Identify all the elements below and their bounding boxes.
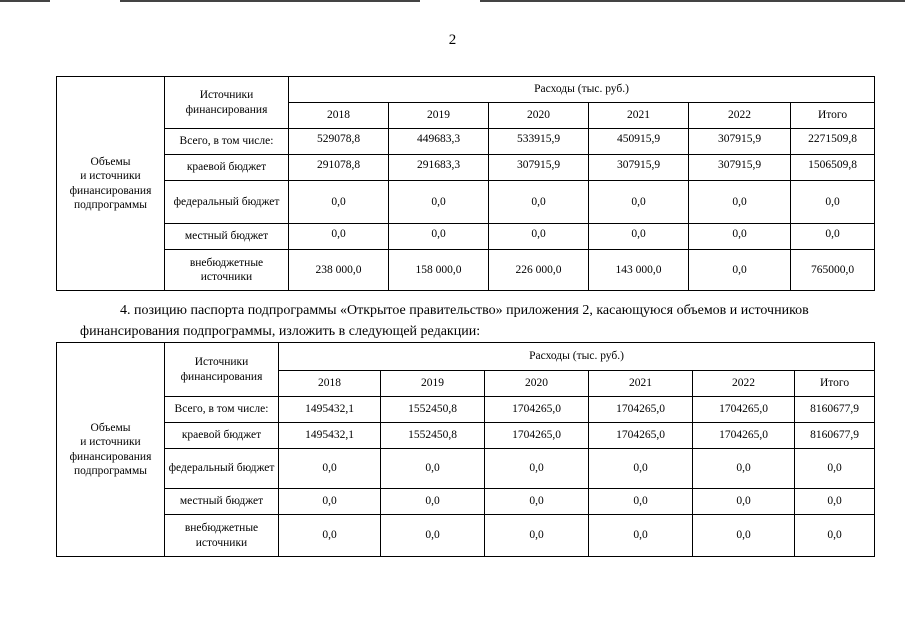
table-cell: 0,0 (279, 489, 381, 515)
table-cell: 1495432,1 (279, 397, 381, 423)
table-cell: 2271509,8 (791, 129, 875, 155)
year-header: 2019 (381, 371, 485, 397)
scan-edge-left (0, 0, 50, 2)
source-label: федеральный бюджет (165, 449, 279, 489)
source-label: внебюджетные источники (165, 515, 279, 557)
table-row (57, 129, 875, 155)
table-cell: 533915,9 (489, 129, 589, 155)
year-header: 2020 (489, 103, 589, 129)
total-header: Итого (795, 371, 875, 397)
table-cell: 0,0 (389, 224, 489, 250)
table-row (57, 515, 875, 557)
table-cell: 0,0 (489, 181, 589, 224)
total-header: Итого (791, 103, 875, 129)
table-cell: 0,0 (689, 224, 791, 250)
table-cell: 8160677,9 (795, 423, 875, 449)
table-cell: 1495432,1 (279, 423, 381, 449)
expenses-header: Расходы (тыс. руб.) (289, 77, 875, 103)
row-label: Объемы и источники финансирования подпрограммы (57, 343, 165, 557)
table-cell: 307915,9 (689, 155, 791, 181)
row-label: Объемы и источники финансирования подпрограммы (57, 77, 165, 291)
table-cell: 0,0 (791, 224, 875, 250)
source-label: внебюджетные источники (165, 250, 289, 291)
table-cell: 0,0 (589, 515, 693, 557)
table-cell: 0,0 (589, 489, 693, 515)
table-cell: 1704265,0 (589, 397, 693, 423)
page-number: 2 (448, 32, 457, 48)
scan-edge-right (480, 0, 905, 2)
table-cell: 450915,9 (589, 129, 689, 155)
paragraph-text: 4. позицию паспорта подпрограммы «Открытое правительство» приложения 2, касающуюся объемов и источников финансирования подпрограммы, изложить в следующей редакции: (80, 303, 809, 339)
table-cell: 0,0 (791, 181, 875, 224)
source-label: Всего, в том числе: (165, 397, 279, 423)
year-header: 2022 (689, 103, 791, 129)
source-label: местный бюджет (165, 489, 279, 515)
table-row (57, 423, 875, 449)
table-cell: 291078,8 (289, 155, 389, 181)
table-cell: 0,0 (795, 515, 875, 557)
table-cell: 307915,9 (689, 129, 791, 155)
source-label: федеральный бюджет (165, 181, 289, 224)
financing-table-2 (56, 342, 875, 557)
table-cell: 449683,3 (389, 129, 489, 155)
table-cell: 1552450,8 (381, 423, 485, 449)
table-row (57, 155, 875, 181)
table-cell: 1704265,0 (589, 423, 693, 449)
table-cell: 0,0 (693, 489, 795, 515)
table-cell: 0,0 (489, 224, 589, 250)
source-label: краевой бюджет (165, 155, 289, 181)
table-cell: 238 000,0 (289, 250, 389, 291)
table-cell: 307915,9 (489, 155, 589, 181)
table-row (57, 250, 875, 291)
table-cell: 0,0 (381, 489, 485, 515)
table-cell: 0,0 (589, 181, 689, 224)
table-cell: 8160677,9 (795, 397, 875, 423)
table-cell: 0,0 (381, 515, 485, 557)
table-cell: 0,0 (381, 449, 485, 489)
table-row (57, 449, 875, 489)
table-cell: 0,0 (589, 224, 689, 250)
year-header: 2021 (589, 103, 689, 129)
table-cell: 1704265,0 (693, 397, 795, 423)
table-cell: 0,0 (485, 489, 589, 515)
table-row (57, 489, 875, 515)
year-header: 2021 (589, 371, 693, 397)
table-row (57, 397, 875, 423)
source-label: Всего, в том числе: (165, 129, 289, 155)
table-row (57, 181, 875, 224)
table-cell: 226 000,0 (489, 250, 589, 291)
table-cell: 291683,3 (389, 155, 489, 181)
table-cell: 0,0 (279, 449, 381, 489)
table-cell: 529078,8 (289, 129, 389, 155)
table-cell: 0,0 (693, 515, 795, 557)
sources-header: Источники финансирования (165, 343, 279, 397)
table-cell: 0,0 (289, 224, 389, 250)
sources-header: Источники финансирования (165, 77, 289, 129)
table-cell: 0,0 (795, 489, 875, 515)
expenses-header: Расходы (тыс. руб.) (279, 343, 875, 371)
source-label: местный бюджет (165, 224, 289, 250)
year-header: 2020 (485, 371, 589, 397)
table-cell: 0,0 (689, 250, 791, 291)
table-cell: 1506509,8 (791, 155, 875, 181)
year-header: 2018 (289, 103, 389, 129)
financing-table-1 (56, 76, 875, 291)
table-cell: 143 000,0 (589, 250, 689, 291)
table-cell: 0,0 (693, 449, 795, 489)
year-header: 2022 (693, 371, 795, 397)
table-row (57, 224, 875, 250)
table-cell: 0,0 (795, 449, 875, 489)
source-label: краевой бюджет (165, 423, 279, 449)
year-header: 2019 (389, 103, 489, 129)
table-cell: 0,0 (485, 515, 589, 557)
table-cell: 307915,9 (589, 155, 689, 181)
table-cell: 1552450,8 (381, 397, 485, 423)
table-cell: 0,0 (279, 515, 381, 557)
table-cell: 0,0 (689, 181, 791, 224)
table-cell: 0,0 (289, 181, 389, 224)
table-cell: 1704265,0 (485, 423, 589, 449)
year-header: 2018 (279, 371, 381, 397)
scan-edge-mid (120, 0, 420, 2)
table-cell: 1704265,0 (693, 423, 795, 449)
table-cell: 0,0 (389, 181, 489, 224)
table-cell: 1704265,0 (485, 397, 589, 423)
table-cell: 0,0 (485, 449, 589, 489)
table-cell: 765000,0 (791, 250, 875, 291)
amendment-paragraph (80, 300, 880, 342)
table-cell: 158 000,0 (389, 250, 489, 291)
table-cell: 0,0 (589, 449, 693, 489)
